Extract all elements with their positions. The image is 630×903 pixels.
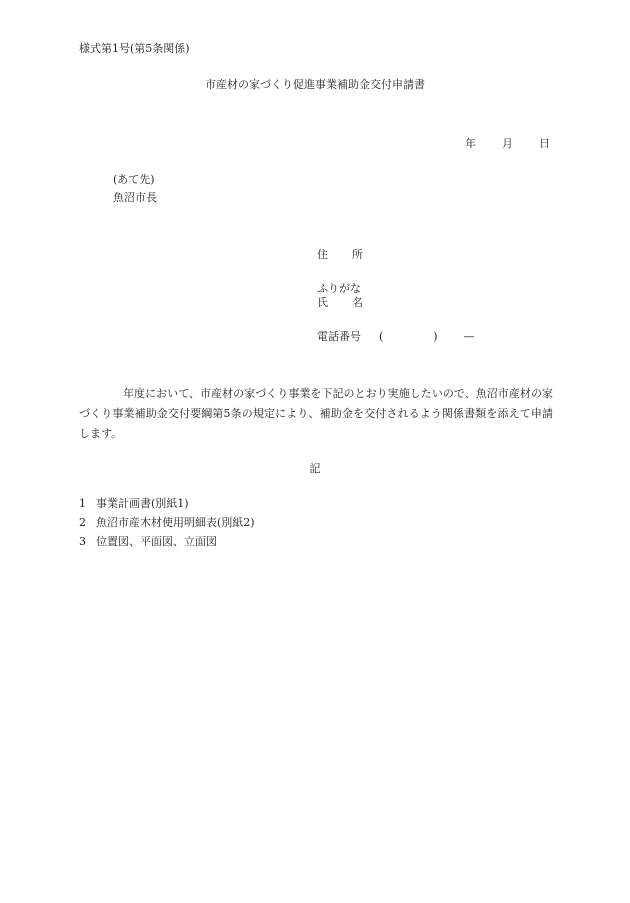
attachment-item-number: 1 [79, 497, 86, 510]
date-year-label: 年 [465, 137, 476, 150]
name-label-part-1: 氏 [317, 296, 328, 309]
date-day-label: 日 [539, 137, 550, 150]
phone-close-paren: ) [433, 330, 438, 343]
attachment-item-number: 3 [79, 535, 86, 548]
phone-dash: — [463, 330, 475, 343]
attachment-item-label: 魚沼市産木材使用明細表(別紙2) [96, 516, 255, 529]
attachment-item [79, 517, 255, 528]
addressee-label: (あて先) [113, 173, 155, 186]
name-label-part-2: 名 [352, 296, 363, 309]
attachment-item-number: 2 [79, 516, 86, 529]
attachment-item-label: 事業計画書(別紙1) [96, 497, 189, 510]
applicant-name-label [317, 297, 363, 308]
phone-line [317, 331, 475, 342]
address-label-part-1: 住 [317, 248, 328, 261]
phone-open-paren: ( [379, 330, 384, 343]
ki-heading: 記 [309, 462, 321, 475]
document-title: 市産材の家づくり促進事業補助金交付申請書 [205, 78, 425, 91]
date-month-label: 月 [502, 137, 513, 150]
attachment-item-label: 位置図、平面図、立面図 [96, 535, 217, 548]
form-number: 様式第1号(第5条関係) [79, 42, 190, 55]
phone-label: 電話番号 [317, 330, 361, 343]
attachment-item [79, 536, 217, 547]
applicant-address-label [317, 249, 363, 260]
furigana-label: ふりがな [317, 282, 361, 295]
addressee-name: 魚沼市長 [113, 191, 157, 204]
attachment-item [79, 498, 189, 509]
application-body-text: 年度において、市産材の家づくり事業を下記のとおり実施したいので、魚沼市産材の家づくり事業補助金交付要綱第5条の規定により、補助金を交付されるよう関係書類を添えて申請します。 [79, 387, 553, 440]
address-label-part-2: 所 [352, 248, 363, 261]
date-line [465, 138, 550, 149]
